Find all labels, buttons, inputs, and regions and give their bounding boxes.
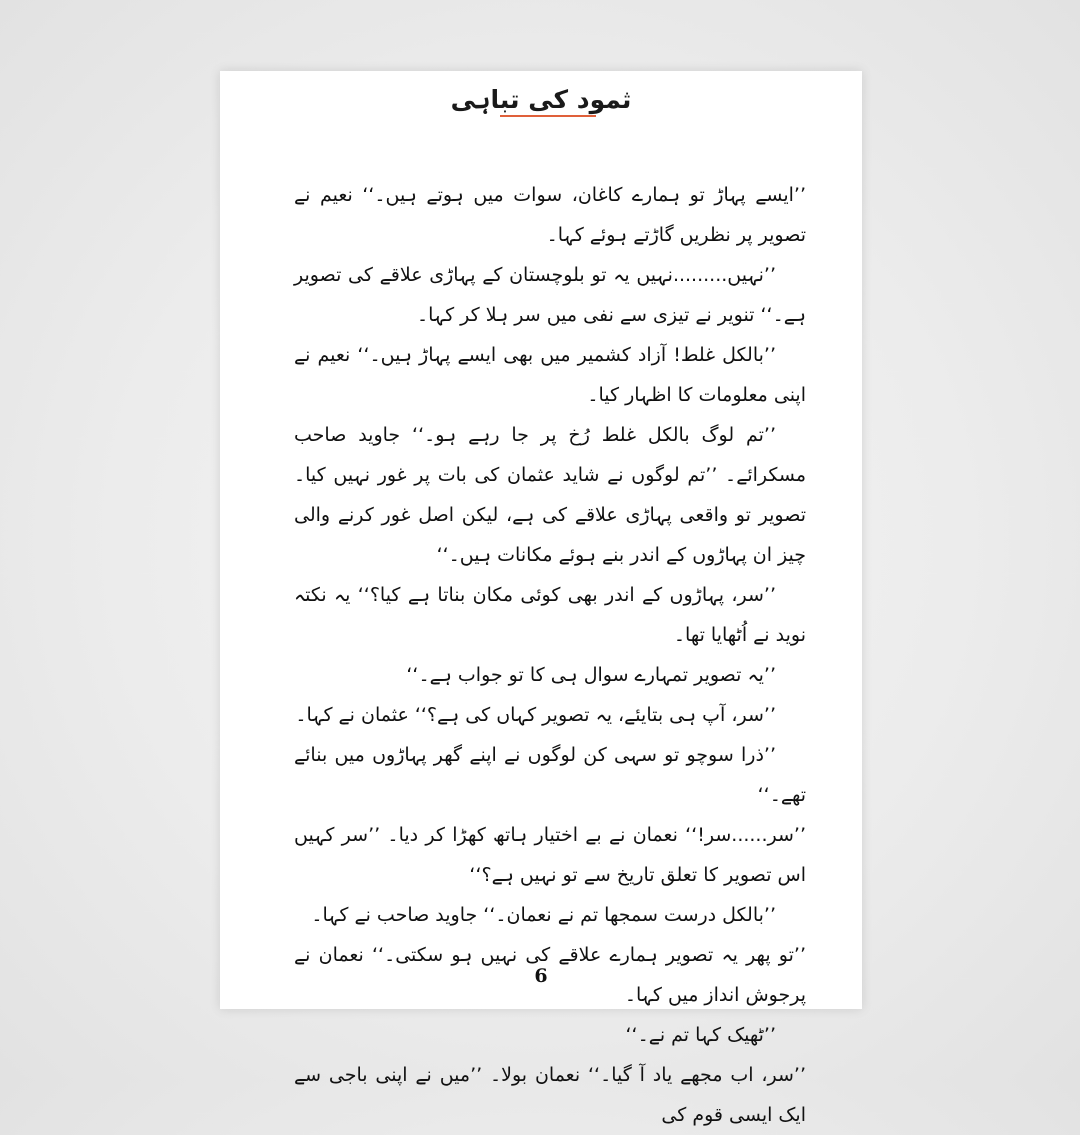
paragraph: ’’بالکل غلط! آزاد کشمیر میں بھی ایسے پہاڑ ہیں۔‘‘ نعیم نے اپنی معلومات کا اظہار کیا۔ — [294, 344, 806, 406]
page-number: 6 — [534, 965, 548, 987]
page-title: ثمود کی تباہی — [450, 85, 632, 114]
book-page — [220, 71, 862, 1126]
paragraph: ’’تو پھر یہ تصویر ہمارے علاقے کی نہیں ہو سکتی۔‘‘ نعمان نے پرجوش انداز میں کہا۔ — [294, 944, 806, 1006]
paragraph: ’’ذرا سوچو تو سہی کن لوگوں نے اپنے گھر پہاڑوں میں بنائے تھے۔‘‘ — [294, 744, 806, 806]
paragraph: ’’سر......سر!‘‘ نعمان نے بے اختیار ہاتھ کھڑا کر دیا۔ ’’سر کہیں اس تصویر کا تعلق تاریخ سے تو نہیں ہے؟‘‘ — [294, 824, 806, 886]
paragraph: ’’ایسے پہاڑ تو ہمارے کاغان، سوات میں ہوتے ہیں۔‘‘ نعیم نے تصویر پر نظریں گاڑتے ہوئے کہا۔ — [294, 184, 806, 246]
paragraph: ’’نہیں.........نہیں یہ تو بلوچستان کے پہاڑی علاقے کی تصویر ہے۔‘‘ تنویر نے تیزی سے نفی میں سر ہلا کر کہا۔ — [294, 264, 806, 326]
paragraph: ’’تم لوگ بالکل غلط رُخ پر جا رہے ہو۔‘‘ جاوید صاحب مسکرائے۔ ’’تم لوگوں نے شاید عثمان کی بات پر غور نہیں کیا۔ تصویر تو واقعی پہاڑی علاقے کی ہے، لیکن اصل غور کرنے والی چیز ان پہاڑوں کے اندر بنے ہوئے مکانات ہیں۔‘‘ — [294, 424, 806, 566]
paragraph: ’’یہ تصویر تمہارے سوال ہی کا تو جواب ہے۔‘‘ — [406, 664, 776, 686]
paragraph: ’’سر، اب مجھے یاد آ گیا۔‘‘ نعمان بولا۔ ’’میں نے اپنی باجی سے ایک ایسی قوم کی — [294, 1064, 806, 1126]
paragraph: ’’بالکل درست سمجھا تم نے نعمان۔‘‘ جاوید صاحب نے کہا۔ — [311, 904, 776, 926]
paragraph: ’’سر، آپ ہی بتایئے، یہ تصویر کہاں کی ہے؟‘‘ عثمان نے کہا۔ — [295, 704, 776, 726]
page-body — [294, 175, 806, 1135]
paragraph: ’’ٹھیک کہا تم نے۔‘‘ — [625, 1024, 776, 1046]
paragraph: ’’سر، پہاڑوں کے اندر بھی کوئی مکان بناتا ہے کیا؟‘‘ یہ نکتہ نوید نے اُٹھایا تھا۔ — [294, 584, 806, 646]
title-underline — [500, 115, 596, 117]
